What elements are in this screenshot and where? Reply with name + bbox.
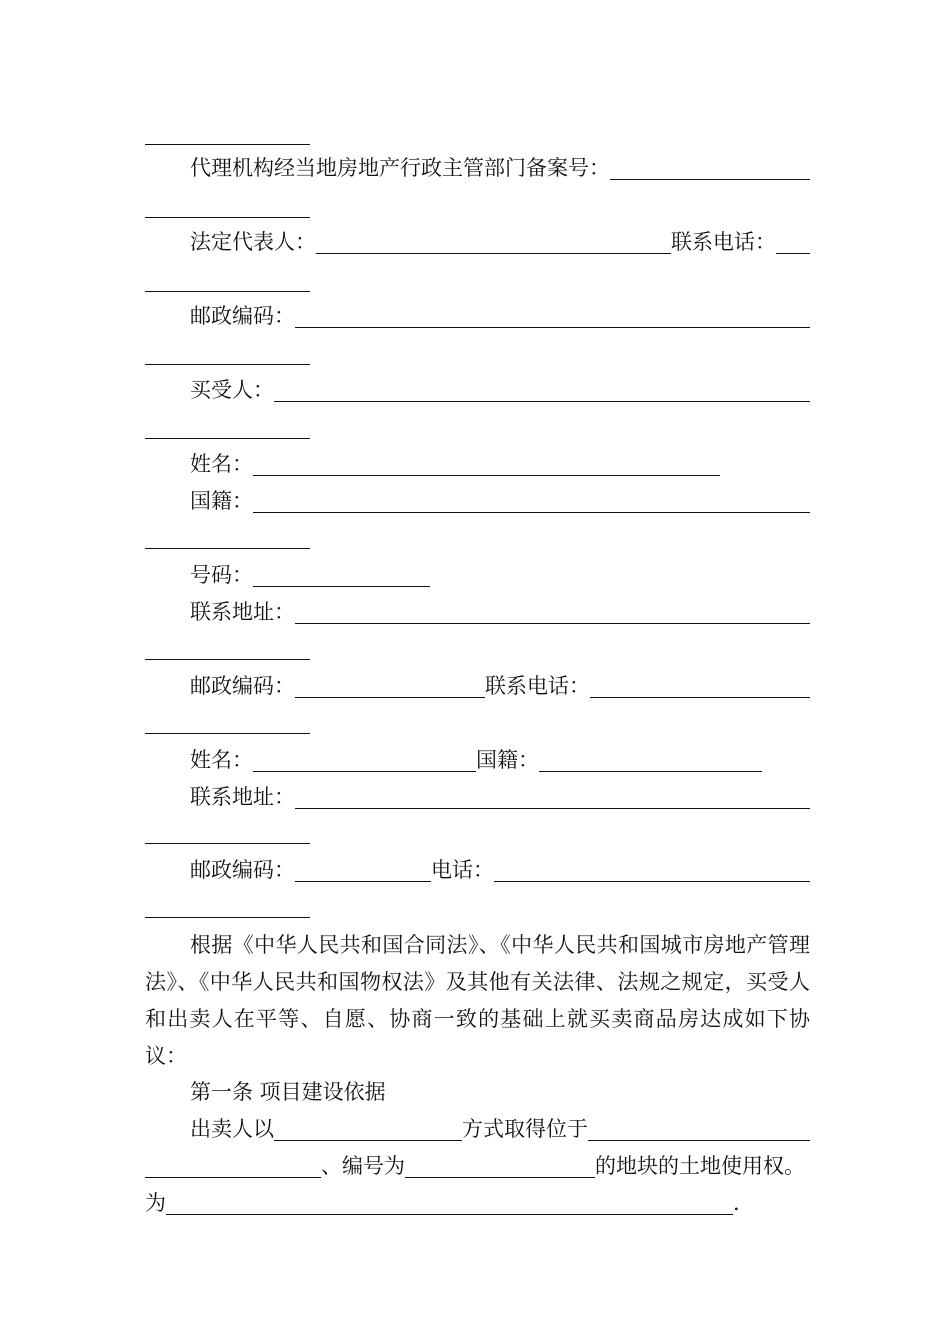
- buyer-address-blank[interactable]: [295, 597, 810, 624]
- article1-line1: [190, 1111, 810, 1147]
- continuation-blank[interactable]: [145, 364, 310, 366]
- postcode-blank[interactable]: [295, 301, 810, 328]
- phone-blank[interactable]: [776, 227, 810, 254]
- article1-text-for: 为: [145, 1191, 166, 1215]
- buyer-id-blank[interactable]: [253, 560, 430, 587]
- agent-record-number-label: 代理机构经当地房地产行政主管部门备案号：: [190, 156, 610, 180]
- continuation-blank[interactable]: [145, 659, 310, 661]
- land-location-continued-blank[interactable]: [145, 1151, 321, 1178]
- buyer2-name-row: [190, 742, 810, 778]
- land-number-blank[interactable]: [405, 1151, 595, 1178]
- agent-record-number-blank[interactable]: [610, 153, 810, 180]
- article1-title-row: [190, 1074, 810, 1110]
- buyer-nationality-label: 国籍：: [190, 489, 253, 513]
- agent-record-number-row: [190, 150, 810, 186]
- buyer-postcode-label: 邮政编码：: [190, 674, 295, 698]
- land-location-blank[interactable]: [588, 1114, 810, 1141]
- article1-text-period: .: [733, 1191, 740, 1215]
- article1-text-land-use-right: 的地块的土地使用权。: [595, 1154, 805, 1178]
- buyer2-postcode-row: [190, 852, 810, 888]
- continuation-blank[interactable]: [145, 291, 310, 293]
- buyer2-postcode-blank[interactable]: [295, 855, 431, 882]
- buyer2-name-blank[interactable]: [253, 745, 476, 772]
- legal-rep-row: [190, 224, 810, 260]
- article1-title: 第一条 项目建设依据: [190, 1080, 386, 1104]
- buyer-nationality-row: [190, 483, 810, 519]
- continuation-blank[interactable]: [145, 733, 310, 735]
- buyer2-address-blank[interactable]: [295, 782, 810, 809]
- buyer-label: 买受人：: [190, 378, 274, 402]
- article1-text-seller-by: 出卖人以: [190, 1117, 274, 1141]
- preamble-paragraph: 根据《中华人民共和国合同法》、《中华人民共和国城市房地产管理法》、《中华人民共和国物权法》及其他有关法律、法规之规定，买受人和出卖人在平等、自愿、协商一致的基础上就买卖商品房达成如下协议：: [145, 933, 810, 1068]
- phone-label: 联系电话：: [671, 230, 776, 254]
- buyer-phone-label: 联系电话：: [485, 674, 590, 698]
- continuation-blank[interactable]: [145, 217, 310, 219]
- article1-line2: [145, 1148, 825, 1184]
- buyer2-phone-label: 电话：: [431, 858, 494, 882]
- legal-rep-label: 法定代表人：: [190, 230, 316, 254]
- buyer-blank[interactable]: [274, 375, 810, 402]
- acquisition-method-blank[interactable]: [274, 1114, 462, 1141]
- buyer-nationality-blank[interactable]: [253, 486, 810, 513]
- buyer2-postcode-label: 邮政编码：: [190, 858, 295, 882]
- continuation-blank[interactable]: [145, 438, 310, 440]
- buyer2-address-label: 联系地址：: [190, 785, 295, 809]
- buyer-name-label: 姓名：: [190, 452, 253, 476]
- buyer-postcode-blank[interactable]: [295, 671, 485, 698]
- buyer-address-label: 联系地址：: [190, 600, 295, 624]
- buyer-row: [190, 372, 810, 408]
- buyer-phone-blank[interactable]: [590, 671, 810, 698]
- buyer-address-row: [190, 594, 810, 630]
- buyer2-nationality-blank[interactable]: [539, 745, 762, 772]
- buyer-id-label: 号码：: [190, 563, 253, 587]
- buyer2-phone-blank[interactable]: [494, 855, 810, 882]
- article1-text-number: 、编号为: [321, 1154, 405, 1178]
- legal-rep-blank[interactable]: [316, 227, 671, 254]
- article1-text-located-at: 方式取得位于: [462, 1117, 588, 1141]
- buyer-name-row: [190, 446, 810, 482]
- buyer-name-blank[interactable]: [253, 449, 720, 476]
- continuation-blank[interactable]: [145, 548, 310, 550]
- continuation-blank[interactable]: [145, 144, 310, 146]
- agent-postcode-row: [190, 298, 810, 334]
- continuation-blank[interactable]: [145, 843, 310, 845]
- article1-line3: [145, 1185, 810, 1221]
- buyer2-address-row: [190, 779, 810, 815]
- buyer2-name-label: 姓名：: [190, 748, 253, 772]
- continuation-blank[interactable]: [145, 917, 310, 919]
- buyer-postcode-row: [190, 668, 810, 704]
- buyer2-nationality-label: 国籍：: [476, 748, 539, 772]
- postcode-label: 邮政编码：: [190, 304, 295, 328]
- buyer-id-row: [190, 557, 810, 593]
- purpose-blank[interactable]: [166, 1188, 733, 1215]
